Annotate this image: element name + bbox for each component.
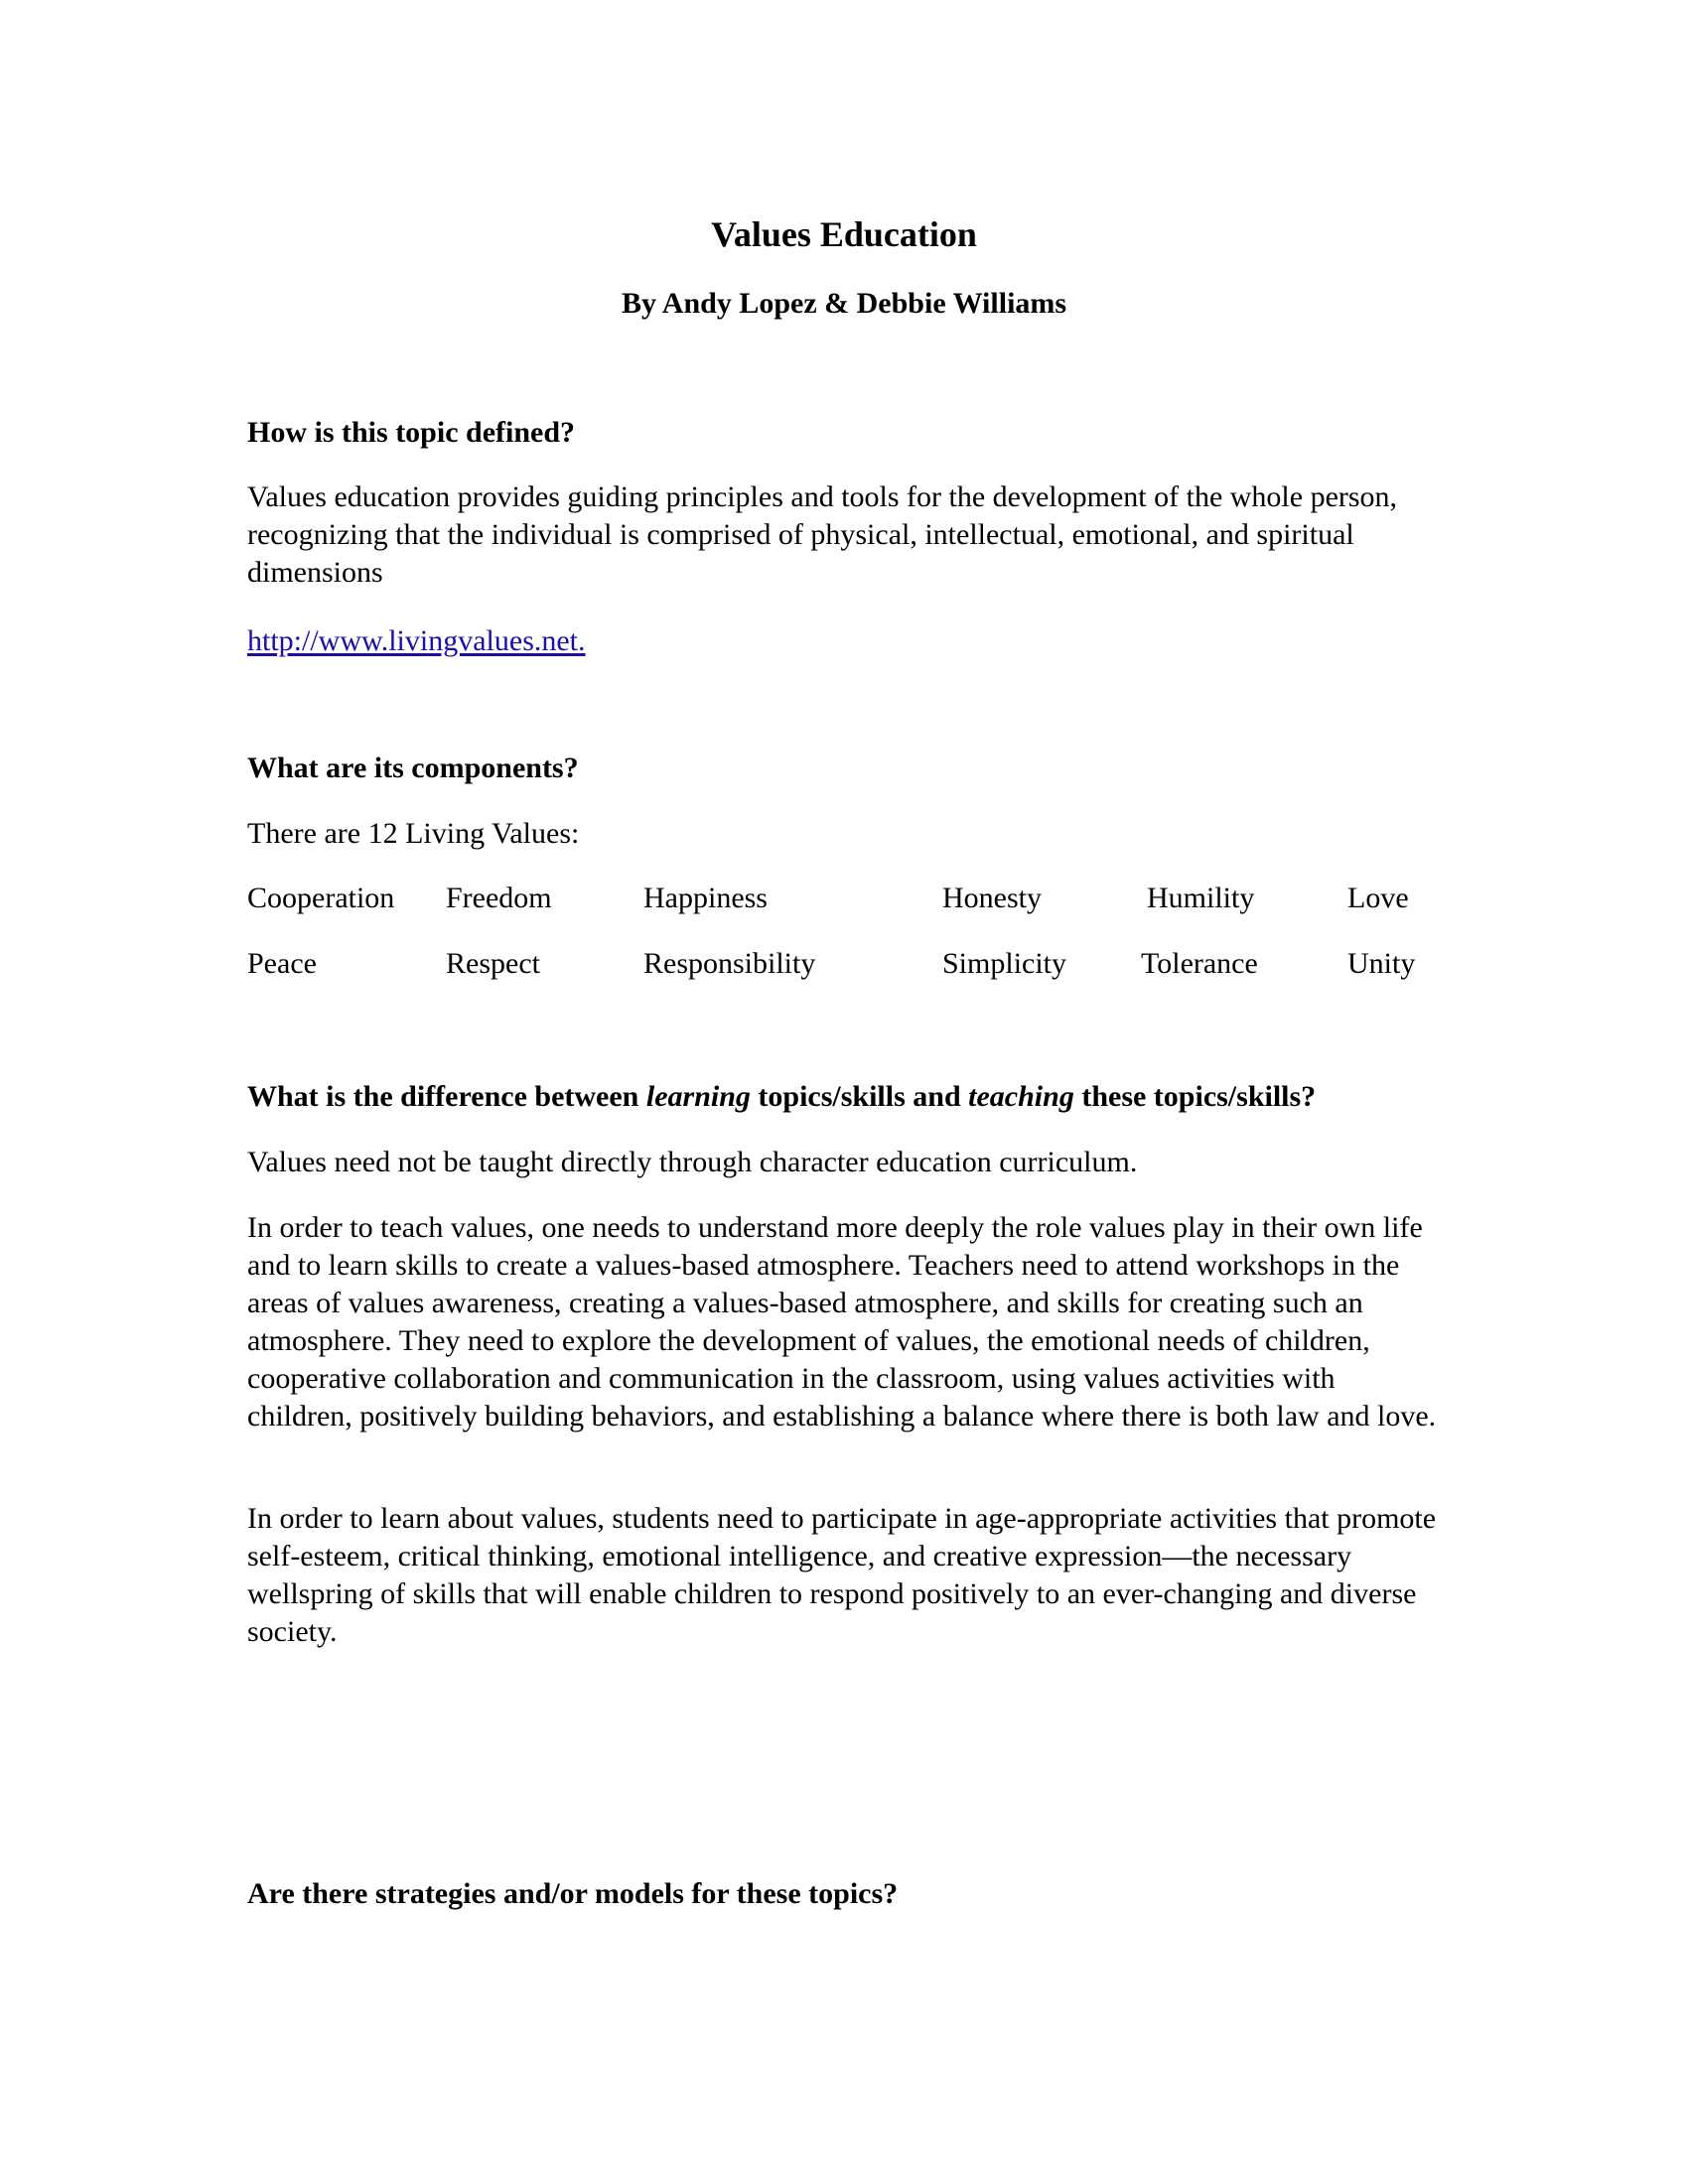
section-heading-strategies: Are there strategies and/or models for these topics? [247,1877,899,1910]
document-title: Values Education [711,214,977,254]
section-heading-components: What are its components? [247,751,579,784]
difference-paragraph-1: Values need not be taught directly through character education curriculum. [247,1146,1138,1178]
value-item: Honesty [942,882,1042,914]
value-item: Tolerance [1141,947,1258,980]
heading-text: these topics/skills? [1073,1080,1317,1113]
livingvalues-link[interactable]: http://www.livingvalues.net. [247,624,586,657]
value-item: Cooperation [247,882,395,914]
document-authors: By Andy Lopez & Debbie Williams [621,287,1067,320]
value-item: Freedom [446,882,552,914]
components-intro: There are 12 Living Values: [247,817,580,850]
definition-link-line [247,622,1439,660]
values-row-1 [247,880,1439,917]
heading-emphasis-learning: learning [645,1080,751,1113]
value-item: Peace [247,947,317,980]
heading-emphasis-teaching: teaching [968,1080,1074,1113]
difference-paragraph-2: In order to teach values, one needs to understand more deeply the role values play in their own life and to learn skills to create a values-based atmosphere. Teachers need to attend workshops in the areas of values awareness, creating a values-based atmosphere, and skills for creating such an atmosphere. They need to explore the development of values, the emotional needs of children, cooperative collaboration and communication in the classroom, using values activities with children, positively building behaviors, and establishing a balance where there is both law and love. [247,1211,1437,1433]
heading-text: What is the difference between [247,1080,646,1113]
value-item: Humility [1147,882,1255,914]
values-row-2 [247,945,1439,983]
value-item: Simplicity [942,947,1067,980]
value-item: Happiness [643,882,768,914]
section-heading-learning-vs-teaching [247,1078,1488,1116]
heading-text: topics/skills and [750,1080,969,1113]
value-item: Unity [1347,947,1416,980]
value-item: Responsibility [643,947,816,980]
value-item: Respect [446,947,540,980]
section-heading-definition: How is this topic defined? [247,416,576,449]
value-item: Love [1347,882,1409,914]
difference-paragraph-3: In order to learn about values, students need to participate in age-appropriate activities that promote self-esteem, critical thinking, emotional intelligence, and creative expression—the necessary wellspring of skills that will enable children to respond positively to an ever-changing and diverse society. [247,1502,1437,1648]
definition-paragraph: Values education provides guiding principles and tools for the development of the whole person, recognizing that the individual is comprised of physical, intellectual, emotional, and spiritual dimensions [247,480,1398,589]
